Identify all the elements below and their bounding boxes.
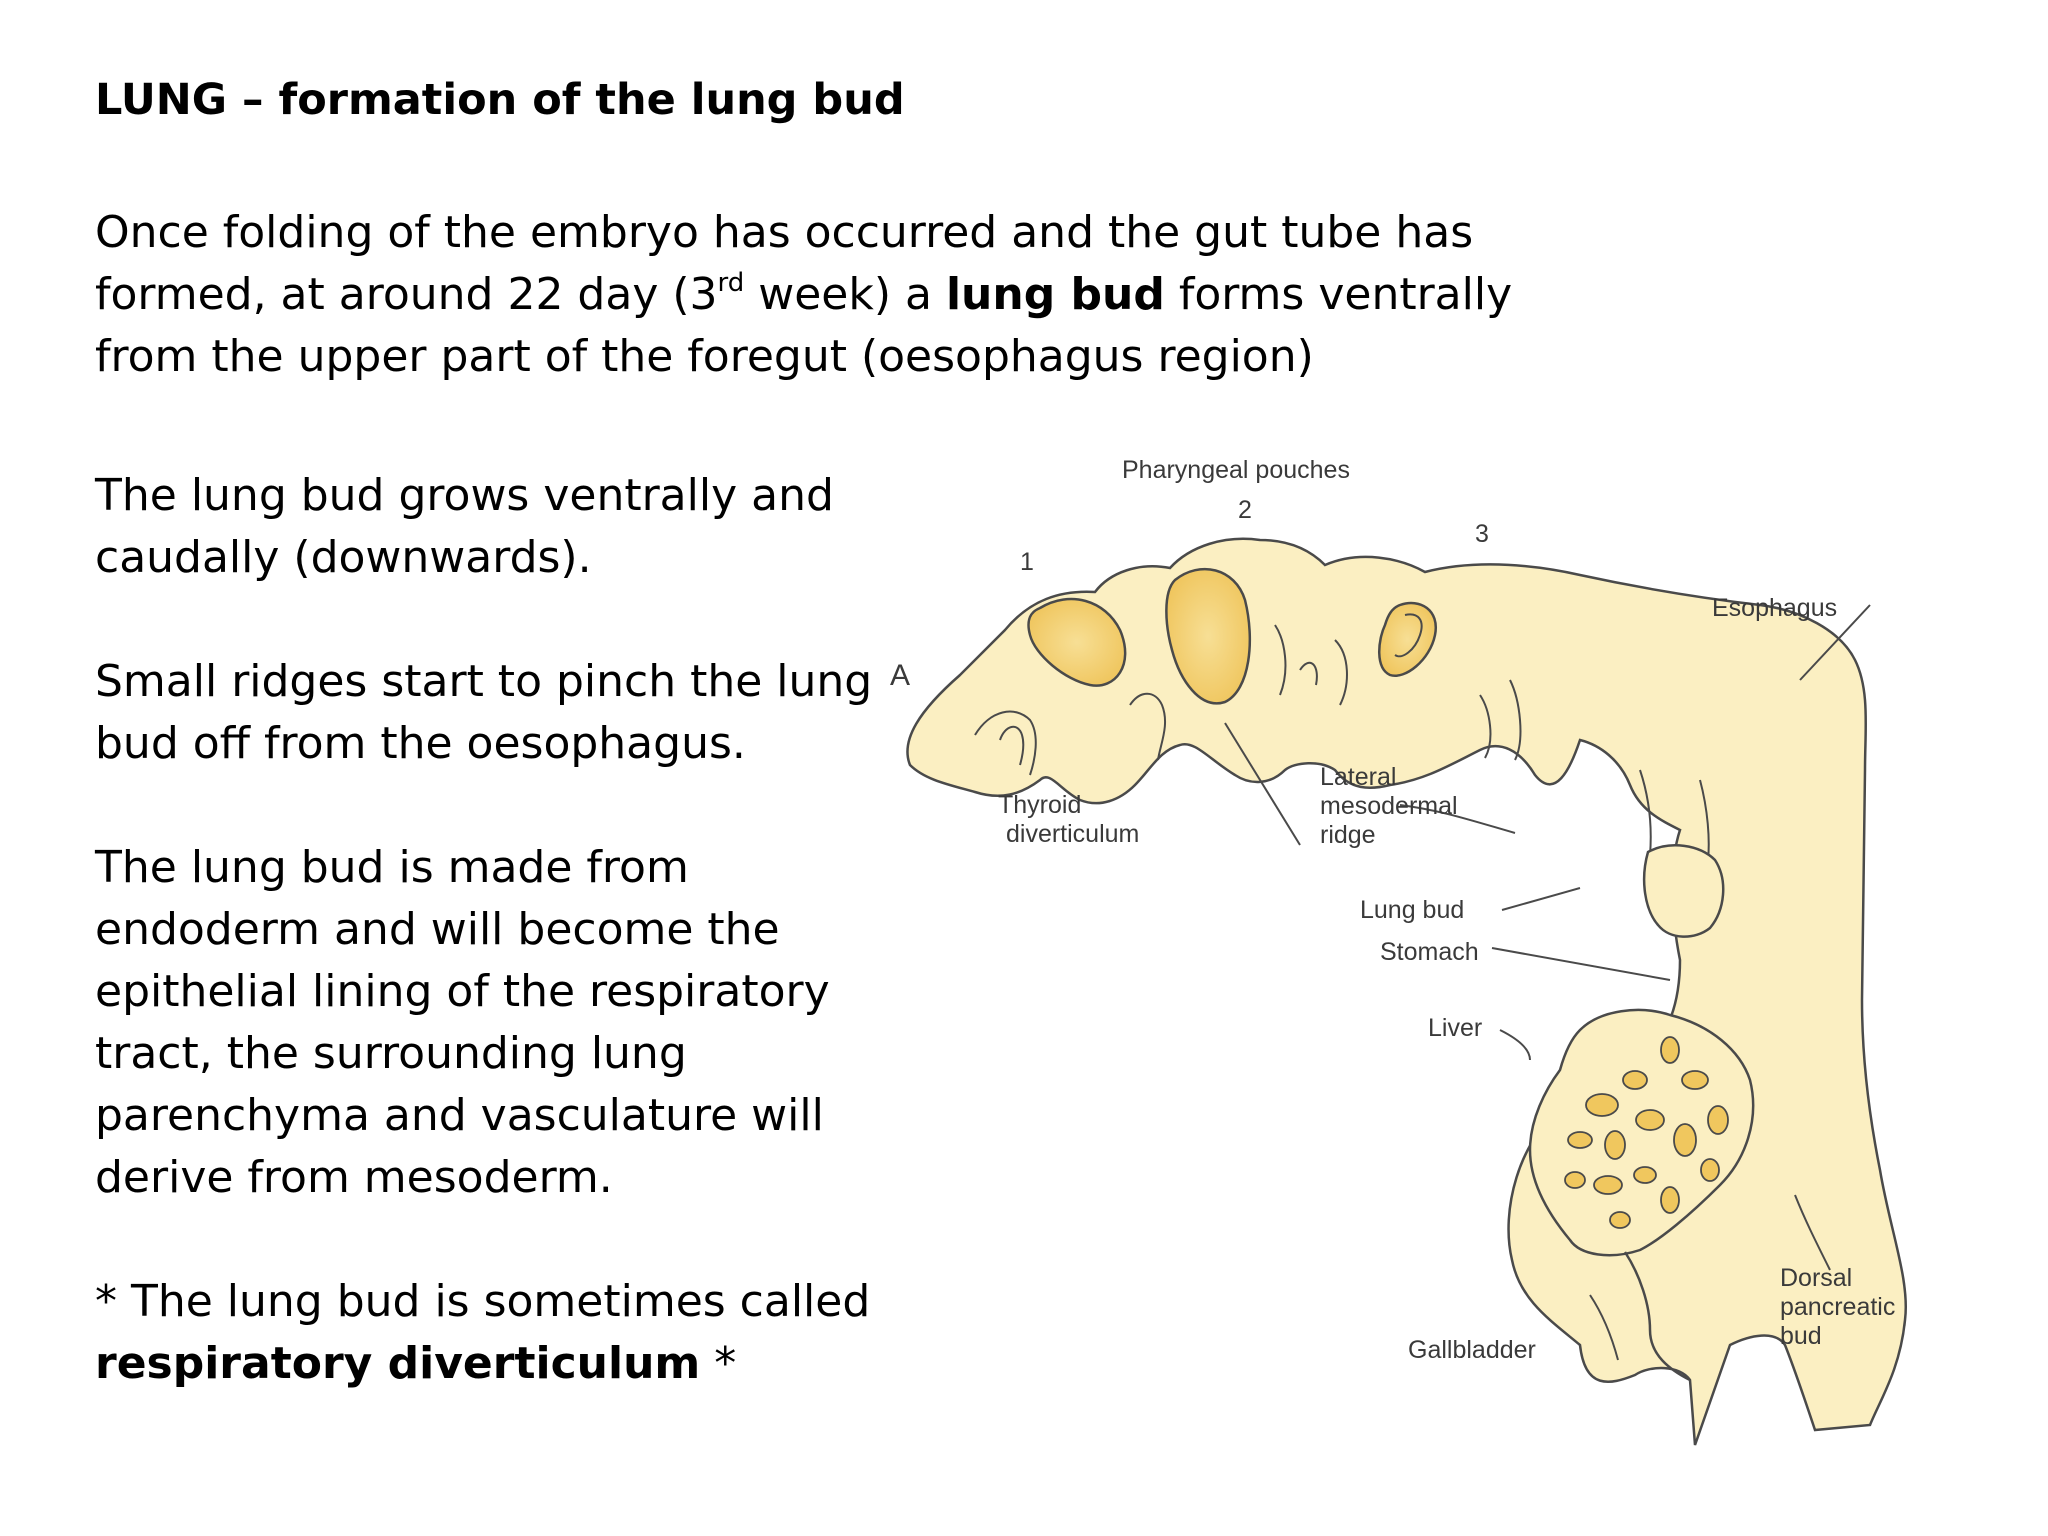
pouch-number-2: 2 (1238, 496, 1252, 524)
paragraph-ridges (95, 651, 895, 775)
intro-line-1: Once folding of the embryo has occurred and the gut tube has (95, 207, 1474, 258)
paragraph-endoderm-line-4: tract, the surrounding lung (95, 1028, 687, 1079)
intro-line-3: from the upper part of the foregut (oesophagus region) (95, 331, 1314, 382)
intro-line-2-c: forms ventrally (1164, 269, 1513, 320)
pharyngeal-pouches-label: Pharyngeal pouches (1122, 456, 1350, 484)
paragraph-endoderm-line-6: derive from mesoderm. (95, 1152, 613, 1203)
gallbladder-label: Gallbladder (1408, 1336, 1536, 1364)
pouch-number-3: 3 (1475, 520, 1489, 548)
paragraph-growth-line-1: The lung bud grows ventrally and (95, 470, 834, 521)
intro-line-2-b: week) a (744, 269, 946, 320)
lung-bud-bold: lung bud (945, 269, 1165, 320)
paragraph-note (95, 1271, 895, 1395)
paragraph-note-line-1: * The lung bud is sometimes called (95, 1276, 871, 1327)
intro-line-2-a: formed, at around 22 day (3 (95, 269, 718, 320)
paragraph-endoderm-line-5: parenchyma and vasculature will (95, 1090, 824, 1141)
respiratory-diverticulum-bold: respiratory diverticulum (95, 1338, 701, 1389)
paragraph-growth-line-2: caudally (downwards). (95, 532, 592, 583)
thyroid-label-line-2: diverticulum (1006, 820, 1140, 848)
slide-title: LUNG – formation of the lung bud (95, 75, 905, 125)
paragraph-growth (95, 465, 895, 589)
esophagus-label: Esophagus (1712, 594, 1838, 622)
paragraph-note-end: * (700, 1338, 737, 1389)
intro-line-2 (95, 264, 1513, 326)
paragraph-endoderm (95, 837, 895, 1209)
dorsal-label-line-1: Dorsal (1780, 1264, 1853, 1292)
paragraph-ridges-line-2: bud off from the oesophagus. (95, 718, 746, 769)
panel-letter: A (890, 659, 911, 692)
foregut-diagram (880, 440, 2000, 1460)
ordinal-superscript: rd (717, 268, 745, 299)
left-column-text (95, 465, 895, 1395)
lateral-label-line-2: mesodermal (1320, 792, 1458, 820)
stomach-label: Stomach (1380, 938, 1479, 966)
paragraph-ridges-line-1: Small ridges start to pinch the lung (95, 656, 873, 707)
paragraph-endoderm-line-1: The lung bud is made from (95, 842, 689, 893)
foregut-diagram-svg (880, 440, 2000, 1460)
dorsal-label-line-3: bud (1780, 1322, 1822, 1350)
dorsal-label-line-2: pancreatic (1780, 1293, 1896, 1321)
liver-label: Liver (1428, 1014, 1483, 1042)
lateral-label-line-3: ridge (1320, 821, 1376, 849)
lateral-label-line-1: Lateral (1320, 763, 1397, 791)
pouch-number-1: 1 (1020, 548, 1034, 576)
thyroid-label-line-1: Thyroid (998, 791, 1082, 819)
paragraph-endoderm-line-3: epithelial lining of the respiratory (95, 966, 830, 1017)
paragraph-endoderm-line-2: endoderm and will become the (95, 904, 780, 955)
lung-bud-shape (1644, 845, 1723, 936)
intro-text (95, 202, 1513, 388)
gut-tube-shape (907, 539, 1905, 1445)
lung-bud-label: Lung bud (1360, 896, 1465, 924)
